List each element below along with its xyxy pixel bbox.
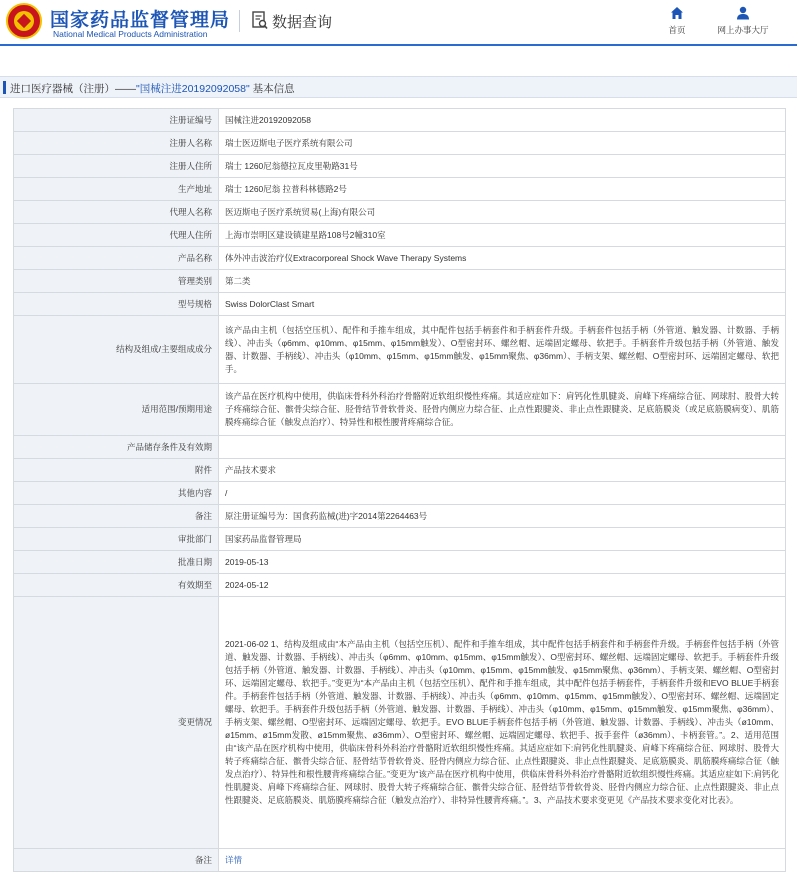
field-value: 国家药品监督管理局	[219, 528, 786, 551]
nav-home-label: 首页	[668, 25, 686, 35]
table-row	[14, 224, 786, 247]
table-row	[14, 597, 786, 849]
table-row	[14, 384, 786, 436]
field-value: 原注册证编号为：国食药监械(进)字2014第2264463号	[219, 505, 786, 528]
field-label: 变更情况	[14, 597, 219, 849]
national-emblem-icon[interactable]	[6, 3, 42, 39]
field-value: 2019-05-13	[219, 551, 786, 574]
field-label: 备注	[14, 505, 219, 528]
table-row	[14, 551, 786, 574]
field-label: 批准日期	[14, 551, 219, 574]
document-search-icon	[252, 11, 268, 30]
table-row	[14, 316, 786, 384]
field-value: 体外冲击波治疗仪Extracorporeal Shock Wave Therapy Systems	[219, 247, 786, 270]
user-icon	[736, 6, 750, 20]
field-label: 注册证编号	[14, 109, 219, 132]
field-value: Swiss DolorClast Smart	[219, 293, 786, 316]
field-value: 该产品在医疗机构中使用，供临床骨科外科治疗骨骼附近软组织慢性疼痛。其适应症如下：肩钙化性肌腱炎、肩峰下疼痛综合征、网球肘、股骨大转子疼痛综合征、髌骨尖综合征、胫骨结节骨软骨炎、胫骨内侧应力综合征、止点性跟腱炎、非止点性跟腱炎、足底筋膜炎（或足底筋膜病变）、肌筋膜疼痛综合征（触发点治疗）、特异性和根性腰背疼痛综合征。	[219, 384, 786, 436]
field-label: 注册人住所	[14, 155, 219, 178]
table-row	[14, 201, 786, 224]
field-label: 审批部门	[14, 528, 219, 551]
field-value: 瑞士医迈斯电子医疗系统有限公司	[219, 132, 786, 155]
site-header	[0, 0, 797, 46]
field-label: 代理人住所	[14, 224, 219, 247]
data-query-label: 数据查询	[272, 14, 333, 31]
field-value: 瑞士 1260尼翁 拉普科林德路2号	[219, 178, 786, 201]
table-row	[14, 574, 786, 597]
field-label: 有效期至	[14, 574, 219, 597]
field-label: 管理类别	[14, 270, 219, 293]
detail-table	[13, 108, 786, 872]
field-value: 2021-06-02 1、结构及组成由“本产品由主机（包括空压机）、配件和手推车组成，其中配件包括手柄套件和手柄套件升级。手柄套件包括手柄（外管道、触发器、计数器、手柄线）、冲击头（φ6mm、φ10mm、φ15mm、φ15mm触发）、O型密封环、螺丝帽、远端固定螺母、软把手。手柄套件升级包括手柄（外管道、触发器、计数器、手柄线）、冲击头（φ10mm、φ15mm、φ15mm触发、φ15mm聚焦、φ36mm）、手柄支架、螺丝帽、O型密封环、远端固定螺母、软把手。”变更为“本产品由主机（包括空压机）、配件和手推车组成，其中配件包括手柄套件，手柄套件升级和EVO BLUE手柄套件。手柄套件包括手柄（外管道、触发器、计数器、手柄线）、冲击头（φ6mm、φ10mm、φ15mm、φ15mm触发）、O型密封环、螺丝帽、远端固定螺母、软把手。手柄套件升级包括手柄（外管道、触发器、计数器、手柄线）、冲击头（φ10mm、φ15mm、φ15mm触发、φ15mm聚焦、φ36mm）、手柄支架、螺丝帽、O型密封环、远端固定螺母、软把手。EVO BLUE手柄套件包括手柄（外管道、触发器、计数器、手柄线）、冲击头（ø10mm、ø15mm、ø15mm发散、ø15mm聚焦、ø36mm）、O型密封环、螺丝帽、远端固定螺母、软把手、扳手套件（ø36mm）、卡柄套管。”。2、适用范围由“该产品在医疗机构中使用，供临床骨科外科治疗骨骼附近软组织慢性疼痛。其适应症如下:肩钙化性肌腱炎、肩峰下疼痛综合征、网球肘、股骨大转子疼痛综合征、髌骨尖综合征、胫骨结节骨软骨炎、胫骨内侧应力综合征、止点性跟腱炎、非止点性跟腱炎、足底筋膜炎、肌筋膜疼痛综合征（触发点治疗）、特异性和根性腰背疼痛综合征。”变更为“该产品在医疗机构中使用，供临床骨科外科治疗骨骼附近软组织慢性疼痛。其适应症如下:肩钙化性肌腱炎、肩峰下疼痛综合征、网球肘、股骨大转子疼痛综合征、髌骨尖综合征、胫骨结节骨软骨炎、胫骨内侧应力综合征、止点性跟腱炎、非止点性跟腱炎、足底筋膜炎、肌筋膜疼痛综合征（触发点治疗）、非特异性腰背疼痛。”。3、产品技术要求变更见《产品技术要求变化对比表》。	[219, 597, 786, 849]
field-value: 国械注进20192092058	[219, 109, 786, 132]
table-row	[14, 247, 786, 270]
table-row	[14, 155, 786, 178]
page-title-bar	[0, 76, 797, 98]
header-divider	[239, 10, 240, 32]
table-row	[14, 293, 786, 316]
page-title	[10, 81, 295, 96]
field-value	[219, 849, 786, 872]
nav-online-office-label: 网上办事大厅	[717, 25, 769, 35]
field-value: 产品技术要求	[219, 459, 786, 482]
table-row	[14, 505, 786, 528]
field-label: 注册人名称	[14, 132, 219, 155]
table-row	[14, 109, 786, 132]
table-row	[14, 528, 786, 551]
field-label: 备注	[14, 849, 219, 872]
field-value: 该产品由主机（包括空压机）、配件和手推车组成，其中配件包括手柄套件和手柄套件升级。手柄套件包括手柄（外管道、触发器、计数器、手柄线）、冲击头（φ6mm、φ10mm、φ15mm、φ15mm触发）、O型密封环、螺丝帽、远端固定螺母、软把手。手柄套件升级包括手柄（外管道、触发器、计数器、手柄线）、冲击头（φ10mm、φ15mm、φ15mm触发、φ15mm聚焦、φ36mm）、手柄支架、螺丝帽、O型密封环、远端固定螺母、软把手。	[219, 316, 786, 384]
field-value: 医迈斯电子医疗系统贸易(上海)有限公司	[219, 201, 786, 224]
field-value: /	[219, 482, 786, 505]
site-logo-en[interactable]: National Medical Products Administration	[53, 29, 208, 39]
field-value: 瑞士 1260尼翁德拉瓦皮里勒路31号	[219, 155, 786, 178]
details-link[interactable]: 详情	[225, 854, 243, 865]
field-label: 产品名称	[14, 247, 219, 270]
field-label: 适用范围/预期用途	[14, 384, 219, 436]
home-icon	[670, 6, 684, 20]
table-row	[14, 178, 786, 201]
field-value	[219, 436, 786, 459]
site-logo-cn[interactable]: 国家药品监督管理局	[50, 9, 231, 31]
field-label: 附件	[14, 459, 219, 482]
field-label: 产品储存条件及有效期	[14, 436, 219, 459]
table-row	[14, 270, 786, 293]
table-row	[14, 132, 786, 155]
nav-home[interactable]	[662, 6, 692, 36]
field-label: 代理人名称	[14, 201, 219, 224]
field-label: 其他内容	[14, 482, 219, 505]
field-value: 上海市崇明区建设镇建星路108号2幢310室	[219, 224, 786, 247]
field-value: 2024-05-12	[219, 574, 786, 597]
field-label: 生产地址	[14, 178, 219, 201]
table-row	[14, 482, 786, 505]
nav-online-office[interactable]	[710, 6, 776, 36]
field-label: 结构及组成/主要组成成分	[14, 316, 219, 384]
title-separator: ——	[115, 83, 136, 95]
field-label: 型号规格	[14, 293, 219, 316]
table-row	[14, 849, 786, 872]
title-suffix: 基本信息	[252, 83, 295, 95]
field-value: 第二类	[219, 270, 786, 293]
title-category: 进口医疗器械（注册）	[10, 83, 115, 95]
title-registration-number: "国械注进20192092058"	[136, 83, 250, 95]
table-row	[14, 436, 786, 459]
table-row	[14, 459, 786, 482]
